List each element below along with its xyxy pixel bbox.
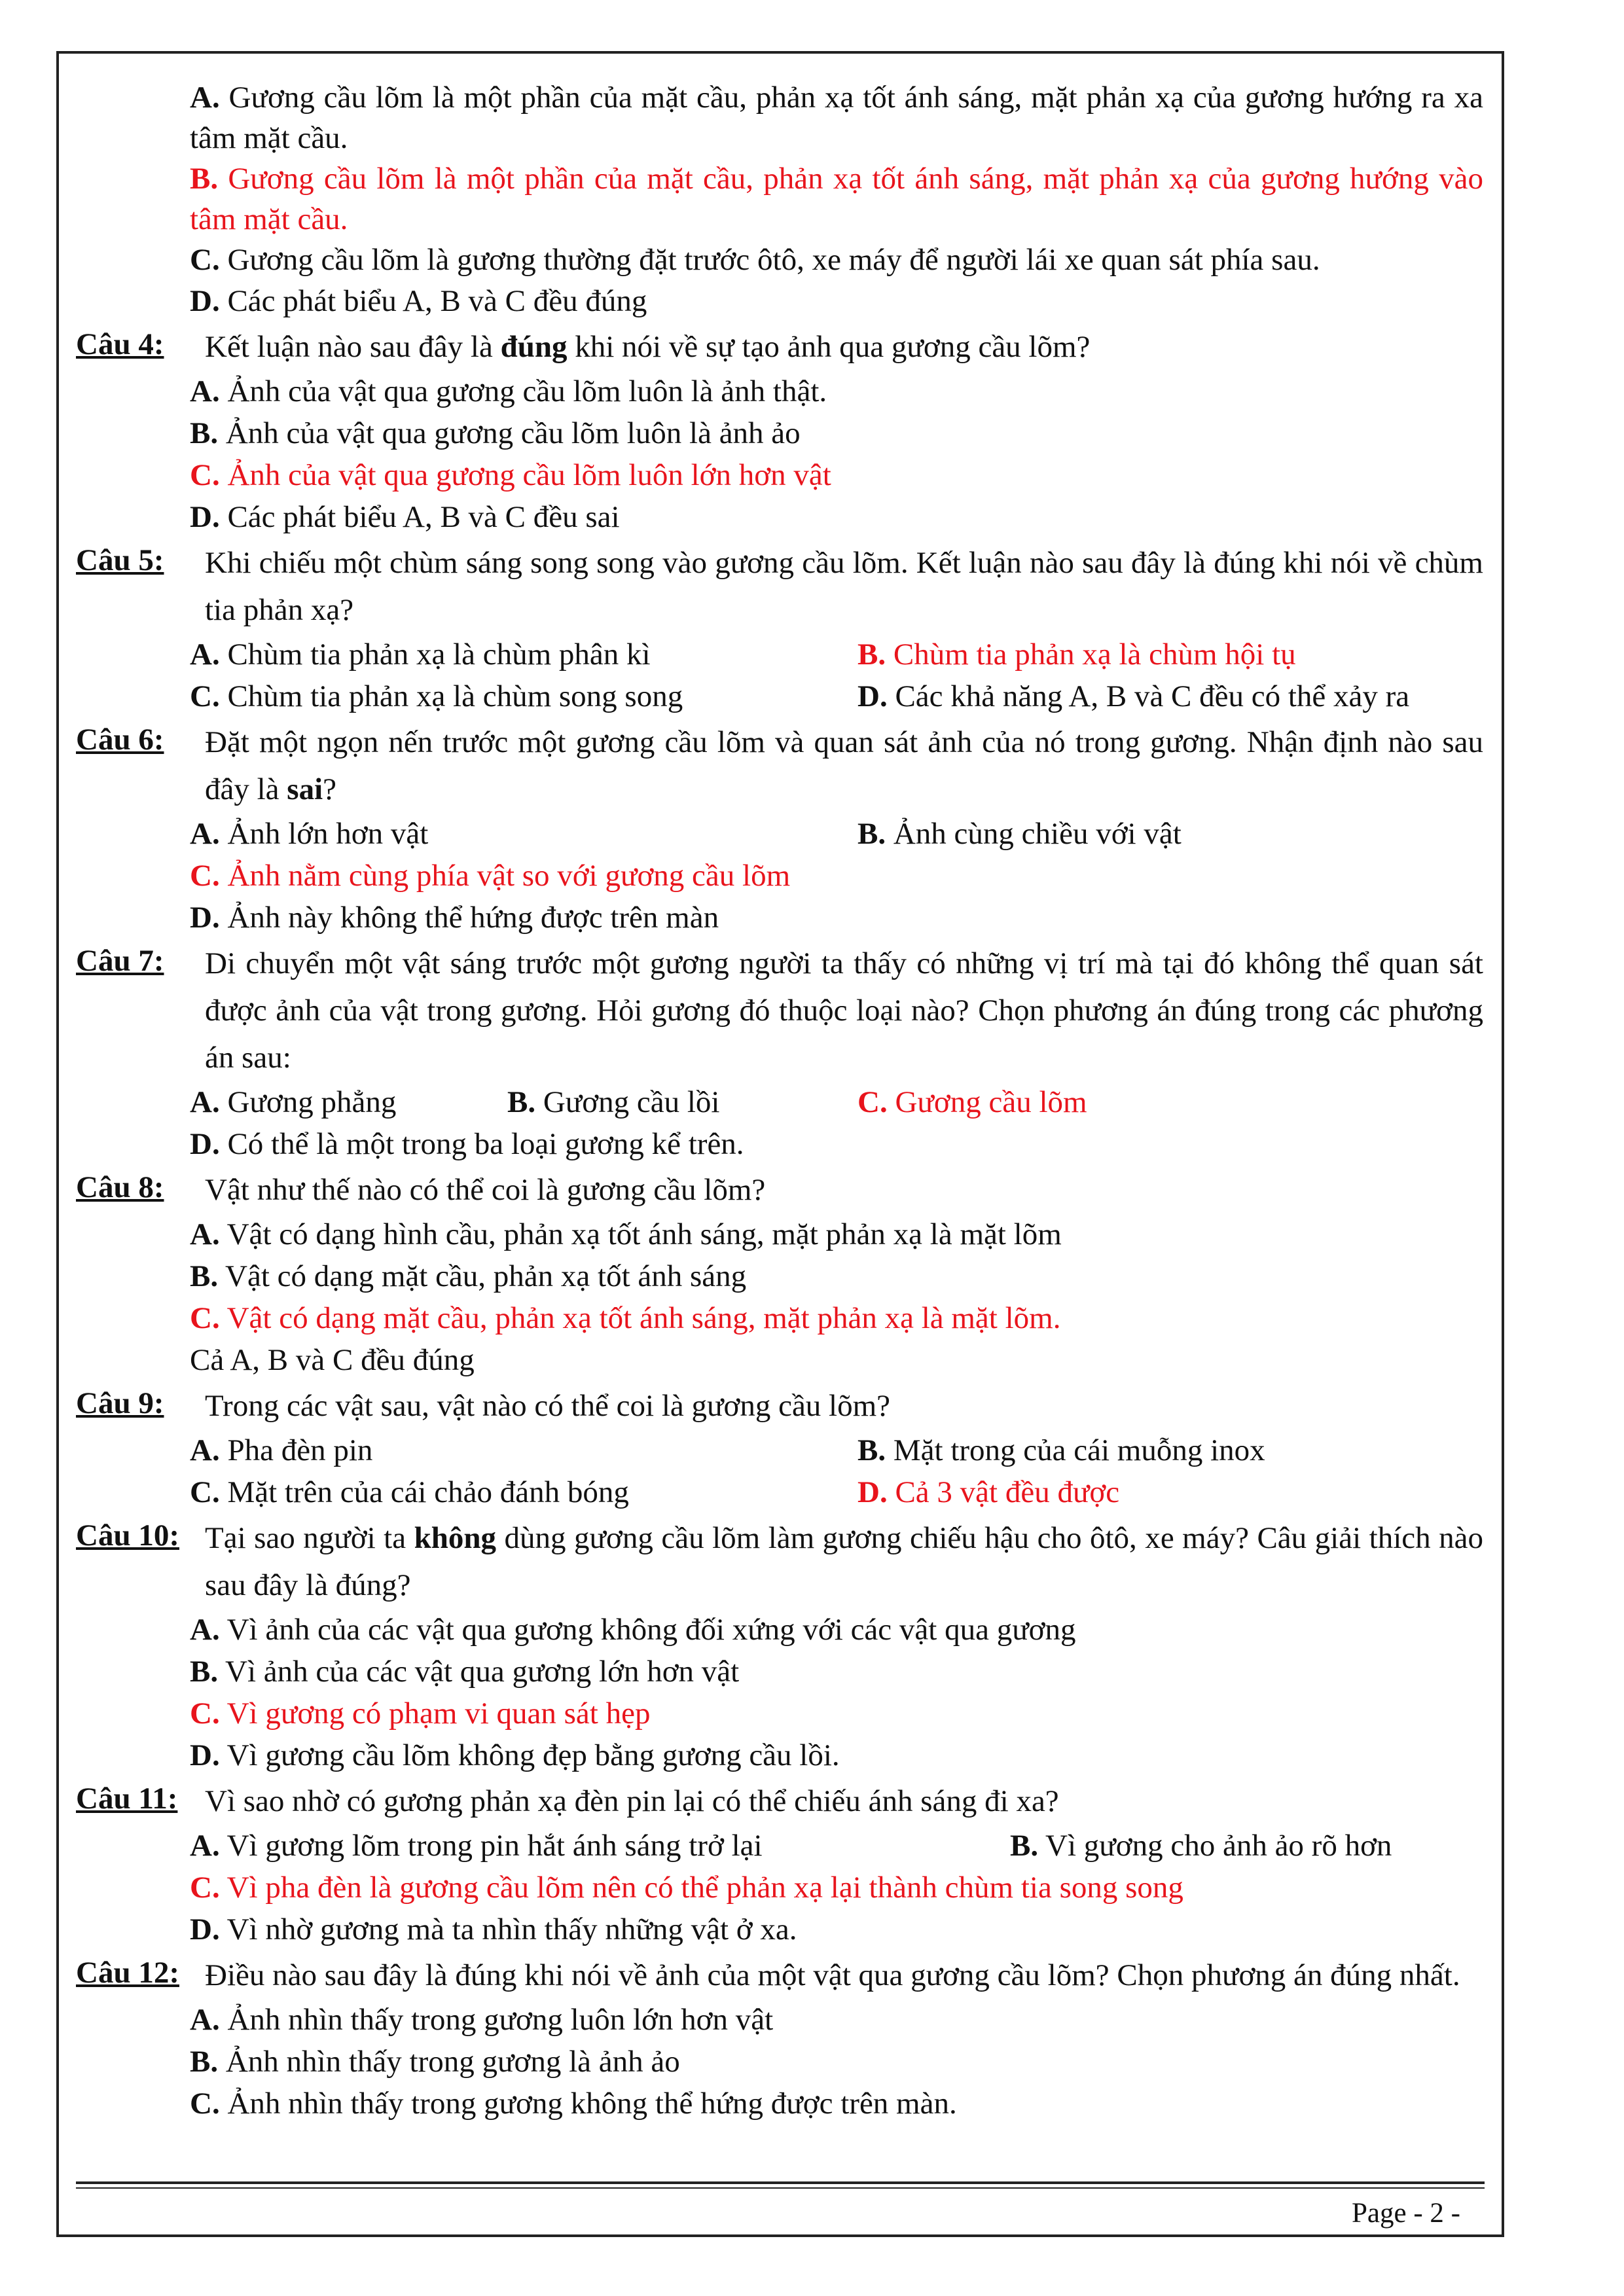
q4-option-c: C. Ảnh của vật qua gương cầu lõm luôn lớn hơn vật [190, 458, 831, 492]
q5-option-a: A. Chùm tia phản xạ là chùm phân kì [190, 637, 651, 672]
q9-option-d: D. Cả 3 vật đều được [857, 1475, 1120, 1509]
question-10-text: Tại sao người ta không dùng gương cầu lõm làm gương chiếu hậu cho ôtô, xe máy? Câu giải thích nào sau đây là đúng? [205, 1521, 1483, 1602]
q7-option-b: B. Gương cầu lồi [507, 1085, 720, 1119]
q6-option-d: D. Ảnh này không thể hứng được trên màn [190, 901, 719, 935]
q5-options-row-1 [76, 634, 1483, 675]
q6-option-b: B. Ảnh cùng chiều với vật [857, 817, 1182, 851]
q4-option-b: B. Ảnh của vật qua gương cầu lõm luôn là ảnh ảo [190, 416, 801, 450]
q4-option-a: A. Ảnh của vật qua gương cầu lõm luôn là ảnh thật. [190, 374, 827, 408]
q3-option-d: D. Các phát biểu A, B và C đều đúng [190, 284, 647, 318]
question-8: Câu 8: Vật như thế nào có thể coi là gương cầu lõm? [76, 1166, 1483, 1213]
q10-option-a: A. Vì ảnh của các vật qua gương không đối xứng với các vật qua gương [190, 1613, 1076, 1647]
q6-option-a: A. Ảnh lớn hơn vật [190, 817, 429, 851]
question-6-text: Đặt một ngọn nến trước một gương cầu lõm và quan sát ảnh của nó trong gương. Nhận định nào sau đây là sai? [205, 725, 1483, 806]
q11-option-a: A. Vì gương lõm trong pin hắt ánh sáng trở lại [190, 1829, 763, 1863]
q10-option-b: B. Vì ảnh của các vật qua gương lớn hơn vật [190, 1655, 740, 1689]
q6-option-c: C. Ảnh nằm cùng phía vật so với gương cầu lõm [190, 859, 791, 893]
q8-option-c: C. Vật có dạng mặt cầu, phản xạ tốt ánh sáng, mặt phản xạ là mặt lõm. [190, 1301, 1061, 1335]
question-11-text: Vì sao nhờ có gương phản xạ đèn pin lại có thể chiếu ánh sáng đi xa? [205, 1784, 1059, 1818]
q3-option-b: B. Gương cầu lõm là một phần của mặt cầu, phản xạ tốt ánh sáng, mặt phản xạ của gương hướng vào tâm mặt cầu. [190, 162, 1483, 236]
q7-option-c: C. Gương cầu lõm [857, 1085, 1087, 1119]
q4-option-d: D. Các phát biểu A, B và C đều sai [190, 500, 620, 534]
footer-divider-thick [76, 2181, 1485, 2184]
q12-option-c: C. Ảnh nhìn thấy trong gương không thể hứng được trên màn. [190, 2087, 957, 2121]
q5-option-c: C. Chùm tia phản xạ là chùm song song [190, 679, 683, 713]
question-4: Câu 4: Kết luận nào sau đây là đúng khi nói về sự tạo ảnh qua gương cầu lõm? [76, 323, 1483, 370]
q9-option-c: C. Mặt trên của cái chảo đánh bóng [190, 1475, 629, 1509]
question-4-text: Kết luận nào sau đây là đúng khi nói về sự tạo ảnh qua gương cầu lõm? [205, 330, 1091, 364]
q12-option-b: B. Ảnh nhìn thấy trong gương là ảnh ảo [190, 2045, 680, 2079]
q11-option-b: B. Vì gương cho ảnh ảo rõ hơn [1010, 1829, 1392, 1863]
q10-option-c: C. Vì gương có phạm vi quan sát hẹp [190, 1696, 651, 1731]
page-content [76, 77, 1483, 2125]
question-12: Câu 12: Điều nào sau đây là đúng khi nói về ảnh của một vật qua gương cầu lõm? Chọn phương án đúng nhất. [76, 1952, 1483, 1999]
q7-option-d: D. Có thể là một trong ba loại gương kể trên. [190, 1127, 744, 1161]
q11-options-row-1 [76, 1825, 1483, 1867]
q9-options-row-2 [76, 1471, 1483, 1513]
q6-options-row-1 [76, 813, 1483, 855]
q9-option-a: A. Pha đèn pin [190, 1433, 373, 1467]
q7-options-row-1 [76, 1081, 1483, 1123]
q8-option-b: B. Vật có dạng mặt cầu, phản xạ tốt ánh sáng [190, 1259, 747, 1293]
question-6: Câu 6: Đặt một ngọn nến trước một gương cầu lõm và quan sát ảnh của nó trong gương. Nhận định nào sau đây là sai? [76, 719, 1483, 813]
question-10: Câu 10: Tại sao người ta không dùng gương cầu lõm làm gương chiếu hậu cho ôtô, xe máy? Câu giải thích nào sau đây là đúng? [76, 1515, 1483, 1609]
q8-option-a: A. Vật có dạng hình cầu, phản xạ tốt ánh sáng, mặt phản xạ là mặt lõm [190, 1217, 1062, 1251]
q10-option-d: D. Vì gương cầu lõm không đẹp bằng gương cầu lồi. [190, 1738, 840, 1772]
q11-option-c: C. Vì pha đèn là gương cầu lõm nên có thể phản xạ lại thành chùm tia song song [190, 1871, 1183, 1905]
footer-divider-thin [76, 2187, 1485, 2189]
q5-options-row-2 [76, 675, 1483, 717]
q12-option-a: A. Ảnh nhìn thấy trong gương luôn lớn hơn vật [190, 2003, 774, 2037]
page-number: Page - 2 - [1352, 2198, 1460, 2229]
question-9-text: Trong các vật sau, vật nào có thể coi là gương cầu lõm? [205, 1389, 891, 1423]
question-8-text: Vật như thế nào có thể coi là gương cầu lõm? [205, 1173, 766, 1207]
question-7: Câu 7: Di chuyển một vật sáng trước một gương người ta thấy có những vị trí mà tại đó không thể quan sát được ảnh của vật trong gương. Hỏi gương đó thuộc loại nào? Chọn phương án đúng trong các phương án sau: [76, 940, 1483, 1081]
q3-option-c: C. Gương cầu lõm là gương thường đặt trước ôtô, xe máy để người lái xe quan sát phía sau. [190, 243, 1320, 277]
question-5-text: Khi chiếu một chùm sáng song song vào gương cầu lõm. Kết luận nào sau đây là đúng khi nói về chùm tia phản xạ? [205, 546, 1483, 627]
q8-option-d: Cả A, B và C đều đúng [190, 1343, 475, 1377]
q5-option-d: D. Các khả năng A, B và C đều có thể xảy ra [857, 679, 1410, 713]
q9-options-row-1 [76, 1429, 1483, 1471]
question-11: Câu 11: Vì sao nhờ có gương phản xạ đèn pin lại có thể chiếu ánh sáng đi xa? [76, 1778, 1483, 1825]
q7-option-a: A. Gương phẳng [190, 1085, 397, 1119]
question-12-text: Điều nào sau đây là đúng khi nói về ảnh của một vật qua gương cầu lõm? Chọn phương án đúng nhất. [205, 1958, 1460, 1992]
q9-option-b: B. Mặt trong của cái muỗng inox [857, 1433, 1265, 1467]
q5-option-b: B. Chùm tia phản xạ là chùm hội tụ [857, 637, 1296, 672]
q11-option-d: D. Vì nhờ gương mà ta nhìn thấy những vật ở xa. [190, 1912, 797, 1946]
question-9: Câu 9: Trong các vật sau, vật nào có thể coi là gương cầu lõm? [76, 1382, 1483, 1429]
question-5: Câu 5: Khi chiếu một chùm sáng song song vào gương cầu lõm. Kết luận nào sau đây là đúng khi nói về chùm tia phản xạ? [76, 539, 1483, 634]
question-7-text: Di chuyển một vật sáng trước một gương người ta thấy có những vị trí mà tại đó không thể quan sát được ảnh của vật trong gương. Hỏi gương đó thuộc loại nào? Chọn phương án đúng trong các phương án sau: [205, 946, 1483, 1075]
q3-option-a: A. Gương cầu lõm là một phần của mặt cầu, phản xạ tốt ánh sáng, mặt phản xạ của gương hướng ra xa tâm mặt cầu. [190, 81, 1483, 155]
